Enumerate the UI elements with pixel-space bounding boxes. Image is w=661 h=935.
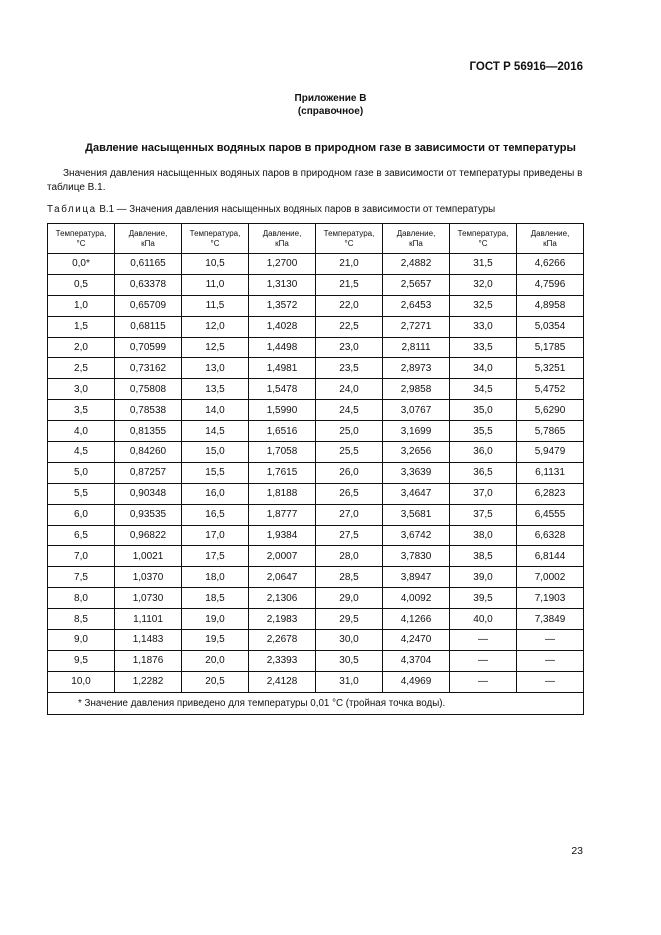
temperature-cell: 8,0 (48, 588, 115, 609)
pressure-cell: 5,4752 (517, 379, 584, 400)
pressure-cell: 2,7271 (383, 316, 450, 337)
table-row (48, 274, 584, 295)
pressure-cell: 0,68115 (115, 316, 182, 337)
temperature-cell: 9,0 (48, 630, 115, 651)
temperature-cell: 14,5 (182, 421, 249, 442)
temperature-cell: 18,0 (182, 567, 249, 588)
temperature-cell: 15,0 (182, 442, 249, 463)
temperature-cell: 32,5 (450, 295, 517, 316)
pressure-cell: 0,93535 (115, 504, 182, 525)
pressure-cell: 1,1876 (115, 650, 182, 671)
pressure-cell: 4,8958 (517, 295, 584, 316)
header-cell: Давление, кПа (115, 224, 182, 254)
table-row (48, 337, 584, 358)
header-cell: Температура, °С (48, 224, 115, 254)
table-row (48, 483, 584, 504)
pressure-cell: 2,8111 (383, 337, 450, 358)
pressure-cell: 1,2700 (249, 254, 316, 275)
temperature-cell: 28,0 (316, 546, 383, 567)
pressure-cell: 2,9858 (383, 379, 450, 400)
pressure-cell: 1,4498 (249, 337, 316, 358)
table-row (48, 462, 584, 483)
pressure-cell: 3,2656 (383, 442, 450, 463)
footnote-row (48, 692, 584, 714)
temperature-cell: 30,5 (316, 650, 383, 671)
temperature-cell: 35,0 (450, 400, 517, 421)
pressure-cell: 3,1699 (383, 421, 450, 442)
table-row (48, 504, 584, 525)
pressure-cell: 6,6328 (517, 525, 584, 546)
table-row (48, 358, 584, 379)
temperature-cell: 10,5 (182, 254, 249, 275)
temperature-cell: 0,5 (48, 274, 115, 295)
temperature-cell: 17,0 (182, 525, 249, 546)
pressure-cell: 1,0370 (115, 567, 182, 588)
temperature-cell: 38,5 (450, 546, 517, 567)
temperature-cell: 32,0 (450, 274, 517, 295)
pressure-cell: 2,1983 (249, 609, 316, 630)
pressure-cell: 3,6742 (383, 525, 450, 546)
pressure-cell: 2,2678 (249, 630, 316, 651)
table-footnote: * Значение давления приведено для температуры 0,01 °С (тройная точка воды). (48, 692, 584, 714)
pressure-table (47, 223, 584, 715)
pressure-cell: 0,75808 (115, 379, 182, 400)
table-row (48, 316, 584, 337)
temperature-cell: 24,0 (316, 379, 383, 400)
pressure-cell: 1,8777 (249, 504, 316, 525)
temperature-cell: 18,5 (182, 588, 249, 609)
pressure-cell: 1,4028 (249, 316, 316, 337)
temperature-cell: 9,5 (48, 650, 115, 671)
temperature-cell: 24,5 (316, 400, 383, 421)
temperature-cell: 38,0 (450, 525, 517, 546)
pressure-cell: 1,0021 (115, 546, 182, 567)
temperature-cell: 8,5 (48, 609, 115, 630)
temperature-cell: 22,5 (316, 316, 383, 337)
pressure-cell: 1,1101 (115, 609, 182, 630)
temperature-cell: 2,5 (48, 358, 115, 379)
temperature-cell: 14,0 (182, 400, 249, 421)
table-caption-text: В.1 — Значения давления насыщенных водяных паров в зависимости от температуры (99, 204, 496, 215)
temperature-cell: 33,5 (450, 337, 517, 358)
document-code: ГОСТ Р 56916—2016 (469, 61, 583, 73)
pressure-cell: — (517, 650, 584, 671)
pressure-cell: 7,1903 (517, 588, 584, 609)
temperature-cell: 11,5 (182, 295, 249, 316)
temperature-cell: 12,0 (182, 316, 249, 337)
temperature-cell: — (450, 650, 517, 671)
table-row (48, 609, 584, 630)
temperature-cell: 0,0* (48, 254, 115, 275)
temperature-cell: 5,5 (48, 483, 115, 504)
pressure-cell: 1,8188 (249, 483, 316, 504)
pressure-cell: — (517, 671, 584, 692)
temperature-cell: 22,0 (316, 295, 383, 316)
pressure-cell: 1,1483 (115, 630, 182, 651)
temperature-cell: 20,5 (182, 671, 249, 692)
temperature-cell: 33,0 (450, 316, 517, 337)
temperature-cell: 39,5 (450, 588, 517, 609)
header-cell: Давление, кПа (383, 224, 450, 254)
table-row (48, 567, 584, 588)
pressure-cell: 6,2823 (517, 483, 584, 504)
table-body (48, 254, 584, 693)
pressure-cell: 1,6516 (249, 421, 316, 442)
header-cell: Температура, °С (316, 224, 383, 254)
table-row (48, 546, 584, 567)
temperature-cell: 19,5 (182, 630, 249, 651)
page-number: 23 (571, 845, 583, 857)
table-row (48, 525, 584, 546)
pressure-cell: 0,84260 (115, 442, 182, 463)
pressure-cell: 2,0647 (249, 567, 316, 588)
temperature-cell: 27,0 (316, 504, 383, 525)
table-row (48, 379, 584, 400)
section-heading: Давление насыщенных водяных паров в природном газе в зависимости от температуры (85, 142, 576, 154)
temperature-cell: 25,0 (316, 421, 383, 442)
pressure-cell: 1,0730 (115, 588, 182, 609)
temperature-cell: 34,0 (450, 358, 517, 379)
pressure-cell: 0,78538 (115, 400, 182, 421)
pressure-cell: 7,0002 (517, 567, 584, 588)
pressure-cell: 3,4647 (383, 483, 450, 504)
temperature-cell: 7,0 (48, 546, 115, 567)
temperature-cell: 26,5 (316, 483, 383, 504)
table-row (48, 295, 584, 316)
temperature-cell: 29,0 (316, 588, 383, 609)
temperature-cell: — (450, 671, 517, 692)
temperature-cell: 6,5 (48, 525, 115, 546)
pressure-cell: 2,3393 (249, 650, 316, 671)
pressure-cell: 6,1131 (517, 462, 584, 483)
pressure-cell: 1,2282 (115, 671, 182, 692)
pressure-cell: 3,8947 (383, 567, 450, 588)
temperature-cell: 37,0 (450, 483, 517, 504)
pressure-cell: 3,7830 (383, 546, 450, 567)
temperature-cell: 13,5 (182, 379, 249, 400)
temperature-cell: 27,5 (316, 525, 383, 546)
temperature-cell: 34,5 (450, 379, 517, 400)
pressure-cell: 2,4128 (249, 671, 316, 692)
pressure-cell: 3,3639 (383, 462, 450, 483)
temperature-cell: 12,5 (182, 337, 249, 358)
pressure-cell: 4,7596 (517, 274, 584, 295)
pressure-cell: 2,1306 (249, 588, 316, 609)
pressure-cell: 0,90348 (115, 483, 182, 504)
pressure-cell: 6,8144 (517, 546, 584, 567)
temperature-cell: 31,0 (316, 671, 383, 692)
temperature-cell: 39,0 (450, 567, 517, 588)
temperature-cell: 2,0 (48, 337, 115, 358)
pressure-cell: 1,3572 (249, 295, 316, 316)
temperature-cell: 19,0 (182, 609, 249, 630)
pressure-cell: 0,61165 (115, 254, 182, 275)
pressure-cell: 0,87257 (115, 462, 182, 483)
temperature-cell: 3,5 (48, 400, 115, 421)
appendix-title: Приложение В (294, 93, 367, 104)
temperature-cell: 21,5 (316, 274, 383, 295)
pressure-cell: 0,73162 (115, 358, 182, 379)
pressure-cell: 0,65709 (115, 295, 182, 316)
header-cell: Давление, кПа (517, 224, 584, 254)
table-row (48, 254, 584, 275)
pressure-cell: 5,7865 (517, 421, 584, 442)
pressure-cell: 3,5681 (383, 504, 450, 525)
temperature-cell: 31,5 (450, 254, 517, 275)
temperature-cell: 13,0 (182, 358, 249, 379)
pressure-cell: 5,6290 (517, 400, 584, 421)
temperature-cell: 21,0 (316, 254, 383, 275)
temperature-cell: 25,5 (316, 442, 383, 463)
temperature-cell: 37,5 (450, 504, 517, 525)
pressure-cell: 6,4555 (517, 504, 584, 525)
pressure-cell: 1,4981 (249, 358, 316, 379)
temperature-cell: 1,5 (48, 316, 115, 337)
header-cell: Давление, кПа (249, 224, 316, 254)
table-row (48, 588, 584, 609)
pressure-cell: 5,3251 (517, 358, 584, 379)
table-header-row (48, 224, 584, 254)
pressure-cell: 5,9479 (517, 442, 584, 463)
temperature-cell: 23,5 (316, 358, 383, 379)
temperature-cell: 17,5 (182, 546, 249, 567)
temperature-cell: 40,0 (450, 609, 517, 630)
pressure-cell: 4,6266 (517, 254, 584, 275)
temperature-cell: 16,0 (182, 483, 249, 504)
pressure-cell: 5,1785 (517, 337, 584, 358)
pressure-cell: 4,2470 (383, 630, 450, 651)
temperature-cell: 28,5 (316, 567, 383, 588)
table-row (48, 421, 584, 442)
pressure-cell: 4,3704 (383, 650, 450, 671)
header-cell: Температура, °С (182, 224, 249, 254)
temperature-cell: 35,5 (450, 421, 517, 442)
temperature-cell: 36,0 (450, 442, 517, 463)
temperature-cell: 29,5 (316, 609, 383, 630)
table-row (48, 400, 584, 421)
pressure-cell: 0,63378 (115, 274, 182, 295)
pressure-cell: 4,1266 (383, 609, 450, 630)
intro-paragraph: Значения давления насыщенных водяных паров в природном газе в зависимости от температуры приведены в таблице В.1. (47, 168, 583, 193)
pressure-cell: 1,7615 (249, 462, 316, 483)
temperature-cell: 5,0 (48, 462, 115, 483)
pressure-cell: 0,70599 (115, 337, 182, 358)
pressure-cell: 1,5478 (249, 379, 316, 400)
temperature-cell: 10,0 (48, 671, 115, 692)
table-row (48, 630, 584, 651)
table-row (48, 650, 584, 671)
table-caption (47, 204, 495, 215)
temperature-cell: 11,0 (182, 274, 249, 295)
temperature-cell: — (450, 630, 517, 651)
header-cell: Температура, °С (450, 224, 517, 254)
table-caption-label: Таблица (47, 204, 97, 215)
pressure-cell: 1,9384 (249, 525, 316, 546)
pressure-cell: 3,0767 (383, 400, 450, 421)
temperature-cell: 7,5 (48, 567, 115, 588)
temperature-cell: 15,5 (182, 462, 249, 483)
pressure-cell: 0,96822 (115, 525, 182, 546)
temperature-cell: 20,0 (182, 650, 249, 671)
table-row (48, 442, 584, 463)
pressure-cell: 4,4969 (383, 671, 450, 692)
pressure-cell: 2,4882 (383, 254, 450, 275)
pressure-cell: 0,81355 (115, 421, 182, 442)
temperature-cell: 4,0 (48, 421, 115, 442)
temperature-cell: 16,5 (182, 504, 249, 525)
pressure-cell: 4,0092 (383, 588, 450, 609)
pressure-cell: 2,6453 (383, 295, 450, 316)
temperature-cell: 23,0 (316, 337, 383, 358)
temperature-cell: 26,0 (316, 462, 383, 483)
temperature-cell: 3,0 (48, 379, 115, 400)
pressure-cell: 2,0007 (249, 546, 316, 567)
pressure-cell: 7,3849 (517, 609, 584, 630)
pressure-cell: 1,7058 (249, 442, 316, 463)
pressure-cell: — (517, 630, 584, 651)
pressure-cell: 2,8973 (383, 358, 450, 379)
table-row (48, 671, 584, 692)
temperature-cell: 36,5 (450, 462, 517, 483)
pressure-cell: 2,5657 (383, 274, 450, 295)
appendix-subtitle: (справочное) (297, 106, 364, 117)
temperature-cell: 1,0 (48, 295, 115, 316)
appendix-block (0, 92, 661, 118)
pressure-cell: 1,3130 (249, 274, 316, 295)
pressure-cell: 5,0354 (517, 316, 584, 337)
temperature-cell: 4,5 (48, 442, 115, 463)
temperature-cell: 6,0 (48, 504, 115, 525)
pressure-cell: 1,5990 (249, 400, 316, 421)
temperature-cell: 30,0 (316, 630, 383, 651)
